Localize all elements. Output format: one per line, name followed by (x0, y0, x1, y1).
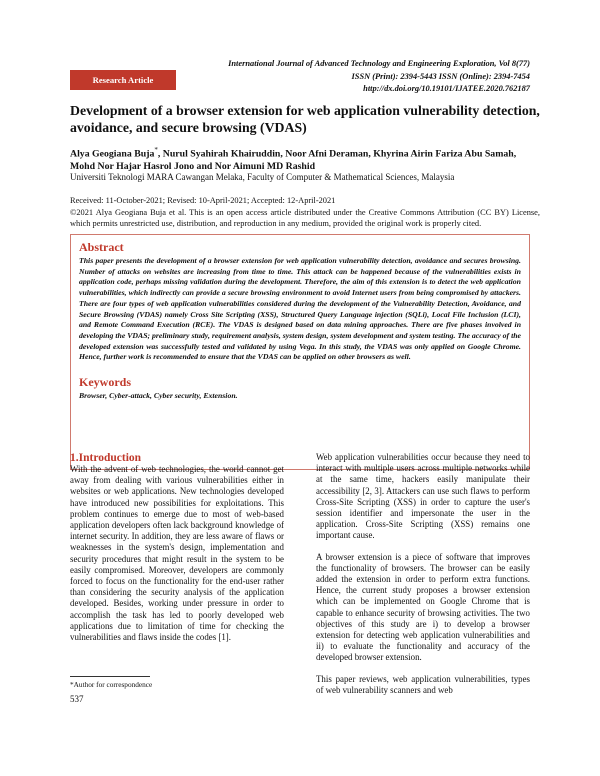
intro-paragraph-1: With the advent of web technologies, the world cannot get away from dealing with various vulnerabilities either in websites or web applications. New technologies developed have introduced new possibilities for exploitations. This problem continues to emerge due to most of web-based application developers often lack background knowledge of internet security. In addition, they are less aware of flaws or weaknesses in the system's design, implementation and security procedures that might result in the system to be easily compromised. Moreover, developers are commonly forced to focus on the functionality for the end-user rather than considering the security analysis of the application developed. Besides, working under pressure in order to accomplish the task has led to poorly developed web applications due to limitation of time for checking the vulnerabilities and flaws inside the codes [1]. (70, 464, 284, 643)
keywords-text: Browser, Cyber-attack, Cyber security, Extension. (79, 391, 238, 401)
paper-title: Development of a browser extension for web application vulnerability detection, avoidance, and secure browsing (VDAS) (70, 103, 540, 135)
article-dates: Received: 11-October-2021; Revised: 10-April-2021; Accepted: 12-April-2021 (70, 196, 336, 205)
journal-header (170, 58, 530, 96)
research-article-badge: Research Article (70, 70, 176, 90)
intro-paragraph-3: A browser extension is a piece of software that improves the functionality of browsers. The browser can be easily added the extension in order to perform extra functions. Hence, the current study proposes a browser extension which can be implemented on Google Chrome that is capable to enhance security of browsing activities. The two objectives of this study are i) to develop a browser extension for detecting web application vulnerabilities and ii) to evaluate the functionality and accuracy of the developed browser extension. (316, 551, 530, 663)
footnote: *Author for correspondence (70, 680, 153, 689)
section-heading-introduction: 1.Introduction (70, 452, 142, 464)
author-list (70, 144, 540, 173)
intro-paragraph-4: This paper reviews, web application vulnerabilities, types of web vulnerability scanners and web (316, 673, 530, 695)
abstract-box (70, 234, 530, 470)
keywords-heading: Keywords (79, 375, 131, 390)
journal-doi: http://dx.doi.org/10.19101/IJATEE.2020.762187 (363, 84, 530, 94)
footnote-divider (70, 676, 150, 677)
left-column (70, 464, 284, 653)
first-author: Alya Geogiana Buja (70, 148, 155, 160)
license-statement: ©2021 Alya Geogiana Buja et al. This is an open access article distributed under the Creative Commons Attribution (CC BY) License, which permits unrestricted use, distribution, and reproduction in any medium, provided the original work is properly cited. (70, 208, 540, 228)
intro-paragraph-2: Web application vulnerabilities occur because they need to interact with multiple users across multiple networks while at the same time, hackers easily manipulate their accessibility [2, 3]. Attackers can use such flaws to perform Cross-Site Scripting (XSS) in order to capture the user's session identifier and impersonate the user in the application. Cross-Site Scripting (XSS) remains one important cause. (316, 452, 530, 541)
abstract-text: This paper presents the development of a browser extension for web application vulnerability detection, avoidance and secures browsing. Number of attacks on websites are increasing from time to time. This attack can be happened because of the vulnerabilities exists in application code, perhaps missing validation during the development. Therefore, the aim of this extension is to detect the web application vulnerabilities, which indirectly can provide a secure browsing environment to avoid Internet users from being compromised by attackers. There are four types of web application vulnerabilities considered during the development of the Vulnerability Detection, Avoidance, and Secure Browsing (VDAS) namely Cross Site Scripting (XSS), Structured Query Language injection (SQLi), Local File Inclusion (LCI), and Remote Command Execution (RCE). The VDAS is designed based on data mining approaches. There are five phases involved in developing the VDAS; preliminary study, requirement analysis, system design, system development and system testing. The accuracy of the developed extension was successfully tested and validated by using Vega. In this study, the VDAS was only applied on Google Chrome. Hence, further work is recommended to ensure that the VDAS can be applied on other browsers as well. (79, 256, 521, 362)
journal-name: International Journal of Advanced Technology and Engineering Exploration, Vol 8(77) (228, 59, 530, 68)
affiliation: Universiti Teknologi MARA Cawangan Melaka, Faculty of Computer & Mathematical Sciences, Malaysia (70, 172, 455, 182)
page-number: 537 (70, 694, 84, 704)
abstract-heading: Abstract (79, 240, 124, 254)
correspondence-mark: * (154, 146, 158, 154)
other-authors: , Nurul Syahirah Khairuddin, Noor Afni Deraman, Khyrina Airin Fariza Abu Samah, Mohd Nor Hajar Hasrol Jono and Nor Aimuni MD Rashid (70, 148, 517, 173)
journal-issn: ISSN (Print): 2394-5443 ISSN (Online): 2394-7454 (351, 71, 530, 81)
right-column (316, 452, 530, 706)
